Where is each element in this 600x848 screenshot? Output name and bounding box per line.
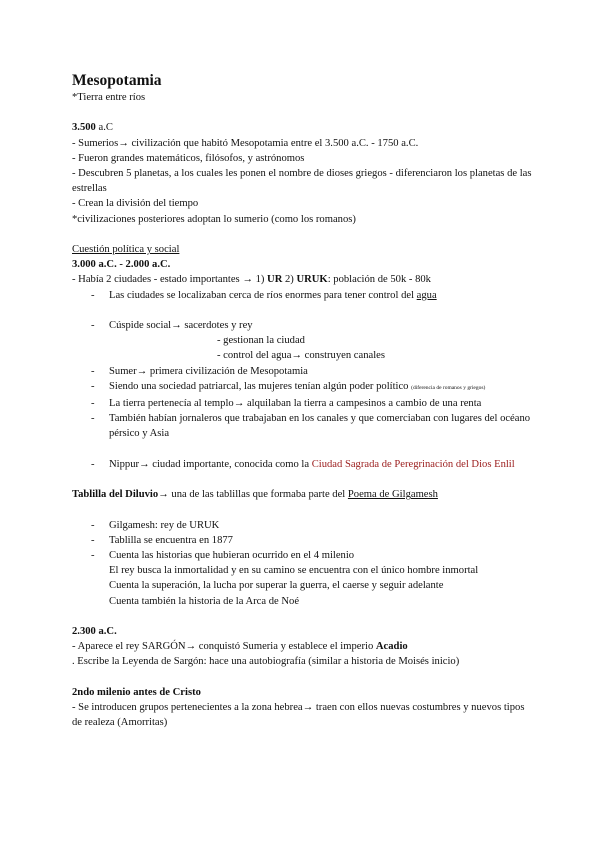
list-item-nippur xyxy=(72,457,532,472)
list-item-1877 xyxy=(72,533,532,548)
list-dash: - xyxy=(91,289,95,301)
inmortalidad-line: El rey busca la inmortalidad y en su camino se encuentra con el único hombre inmortal xyxy=(109,565,479,577)
ciudades-text-b: 2) xyxy=(282,274,297,286)
hebrea-line: - Se introducen grupos pertenecientes a la zona hebrea→ traen con ellos nuevas costumbres y nuevos tipos de realeza (Amorritas) xyxy=(72,702,525,729)
sargon-text: - Aparece el rey SARGÓN→ conquistó Sumeria y establece el imperio xyxy=(72,641,376,653)
politica-heading: Cuestión política y social xyxy=(72,244,180,255)
acadio-text: Acadio xyxy=(375,641,408,653)
tablilla-heading xyxy=(72,487,532,502)
ur-label: UR xyxy=(267,274,283,286)
list-item-jornaleros xyxy=(72,411,532,441)
subtitle: *Tierra entre ríos xyxy=(72,92,146,103)
page-title: Mesopotamia xyxy=(72,72,162,89)
politica-dates: 3.000 a.C. - 2.000 a.C. xyxy=(72,259,171,271)
tablilla-1877-text: Tablilla se encuentra en 1877 xyxy=(109,534,233,546)
list-item-rios xyxy=(72,288,532,303)
list-item-historias xyxy=(72,548,532,563)
matematicos-line: - Fueron grandes matemáticos, filósofos, y astrónomos xyxy=(72,152,305,164)
civilizaciones-note: *civilizaciones posteriores adoptan lo sumerio (como los romanos) xyxy=(72,213,356,225)
sargon-line xyxy=(72,639,532,654)
patriarcal-note: (diferencia de romanos y griegos) xyxy=(411,384,486,391)
rios-text: Las ciudades se localizaban cerca de ríos enormes para tener control del xyxy=(109,289,417,301)
patriarcal-text: Siendo una sociedad patriarcal, las mujeres tenían algún poder político xyxy=(109,380,412,392)
jornaleros-text: También habían jornaleros que trabajaban en los canales y que comerciaban con lugares del océano pérsico y Asia xyxy=(109,413,531,440)
sumerios-line: - Sumerios→ civilización que habitó Mesopotamia entre el 3.500 a.C. - 1750 a.C. xyxy=(72,137,419,149)
section-2300-heading: 2.300 a.C. xyxy=(72,626,117,637)
poema-text: Poema de Gilgamesh xyxy=(347,489,438,501)
list-dash: - xyxy=(91,380,95,392)
tablilla-title: Tablilla del Diluvio xyxy=(72,489,159,501)
cuspide-text: Cúspide social→ sacerdotes y rey xyxy=(109,320,253,331)
cuspide-sub-agua: - control del agua→ construyen canales xyxy=(217,350,385,362)
cuspide-sub-gestion: - gestionan la ciudad xyxy=(217,335,305,347)
tiempo-line: - Crean la división del tiempo xyxy=(72,198,199,210)
section-3500-suffix: a.C xyxy=(95,122,113,134)
ciudades-text-c: : población de 50k - 80k xyxy=(327,274,431,286)
list-dash: - xyxy=(91,550,95,561)
list-item-tierra xyxy=(72,396,532,411)
historias-text: Cuenta las historias que hubieran ocurrido en el 4 milenio xyxy=(109,550,355,561)
list-dash: - xyxy=(91,365,95,377)
list-dash: - xyxy=(91,398,95,410)
leyenda-line: . Escribe la Leyenda de Sargón: hace una autobiografía (similar a historia de Moisés inicio) xyxy=(72,656,460,668)
list-dash: - xyxy=(91,519,95,531)
document-page xyxy=(72,72,532,730)
gilgamesh-text: Gilgamesh: rey de URUK xyxy=(109,519,220,531)
milenio-heading: 2ndo milenio antes de Cristo xyxy=(72,686,201,698)
list-dash: - xyxy=(91,320,95,331)
list-dash: - xyxy=(91,534,95,546)
list-item-sumer xyxy=(72,364,532,379)
list-item-patriarcal xyxy=(72,379,532,396)
ciudades-text-a: - Había 2 ciudades - estado importantes → 1) xyxy=(72,274,268,286)
section-3500-date: 3.500 xyxy=(72,122,96,134)
nippur-red-text: Ciudad Sagrada de Peregrinación del Dios Enlil xyxy=(311,458,515,470)
list-dash: - xyxy=(91,458,95,470)
arca-line: Cuenta también la historia de la Arca de Noé xyxy=(109,595,300,607)
sumer-text: Sumer→ primera civilización de Mesopotamia xyxy=(109,365,308,377)
nippur-text: Nippur→ ciudad importante, conocida como la xyxy=(109,458,312,470)
tierra-text: La tierra pertenecía al templo→ alquilaban la tierra a campesinos a cambio de una renta xyxy=(109,398,482,410)
section-3500-heading xyxy=(72,120,532,135)
superacion-line: Cuenta la superación, la lucha por superar la guerra, el caerse y seguir adelante xyxy=(109,580,444,592)
uruk-label: URUK xyxy=(296,274,328,286)
list-item-gilgamesh xyxy=(72,518,532,533)
agua-text: agua xyxy=(416,289,437,301)
planetas-line: - Descubren 5 planetas, a los cuales les ponen el nombre de dioses griegos - diferenciaron los planetas de las estrellas xyxy=(72,168,532,195)
list-item-cuspide xyxy=(72,318,532,333)
list-dash: - xyxy=(91,413,95,425)
tablilla-desc: → una de las tablillas que formaba parte del xyxy=(158,489,348,501)
ciudades-line xyxy=(72,272,532,287)
